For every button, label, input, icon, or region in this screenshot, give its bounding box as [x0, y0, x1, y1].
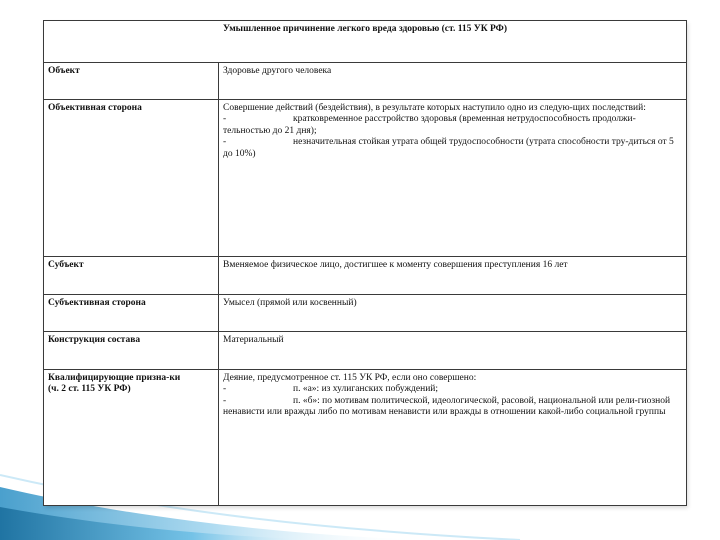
table-row [44, 295, 687, 332]
list-item [223, 396, 682, 419]
row-label: Субъективная сторона [44, 295, 219, 332]
list-item-text: незначительная стойкая утрата общей трудоспособности (утрата способности тру-диться от 5 до 10%) [223, 137, 674, 159]
row-content [219, 100, 687, 257]
table-row [44, 370, 687, 506]
list-item [223, 114, 682, 137]
dash-marker: - [223, 384, 227, 395]
dash-marker: - [223, 395, 227, 406]
row-label [44, 370, 219, 506]
row-text: Вменяемое физическое лицо, достигшее к моменту совершения преступления 16 лет [223, 260, 568, 270]
row-text: Здоровье другого человека [223, 66, 332, 76]
table-title: Умышленное причинение легкого вреда здоровью (ст. 115 УК РФ) [44, 21, 687, 63]
table-row [44, 332, 687, 370]
table-row [44, 100, 687, 257]
row-label: Конструкция состава [44, 332, 219, 370]
row-content [219, 370, 687, 506]
dash-marker: - [223, 137, 227, 148]
row-label: Объективная сторона [44, 100, 219, 257]
document-sheet [43, 20, 686, 505]
list-item [223, 384, 682, 395]
list-item [223, 137, 682, 160]
row-content [219, 332, 687, 370]
row-content [219, 257, 687, 295]
row-text: Умысел (прямой или косвенный) [223, 298, 357, 308]
list-item-text: п. «б»: по мотивам политической, идеологической, расовой, национальной или рели-гиозной ненависти или вражды либо по мотивам ненависти или вражды в отношении какой-либо социальной группы [223, 395, 671, 418]
table-row [44, 257, 687, 295]
row-text: Совершение действий (бездействия), в результате которых наступило одно из следую-щих последствий: [223, 103, 646, 113]
list-item-text: кратковременное расстройство здоровья (временная нетрудоспособность продолжи-тельностью до 21 дня); [223, 114, 636, 136]
row-text: Материальный [223, 335, 284, 345]
title-row [44, 21, 687, 63]
row-text: Деяние, предусмотренное ст. 115 УК РФ, если оно совершено: [223, 373, 477, 383]
offense-table [43, 20, 687, 506]
row-label: Субъект [44, 257, 219, 295]
list-item-text: п. «а»: из хулиганских побуждений; [293, 384, 438, 395]
row-content [219, 295, 687, 332]
dash-marker: - [223, 114, 227, 125]
table-row [44, 63, 687, 100]
row-label-text: Квалифицирующие призна-ки [48, 373, 181, 383]
row-sub-label: (ч. 2 ст. 115 УК РФ) [48, 384, 131, 395]
row-content [219, 63, 687, 100]
row-label: Объект [44, 63, 219, 100]
